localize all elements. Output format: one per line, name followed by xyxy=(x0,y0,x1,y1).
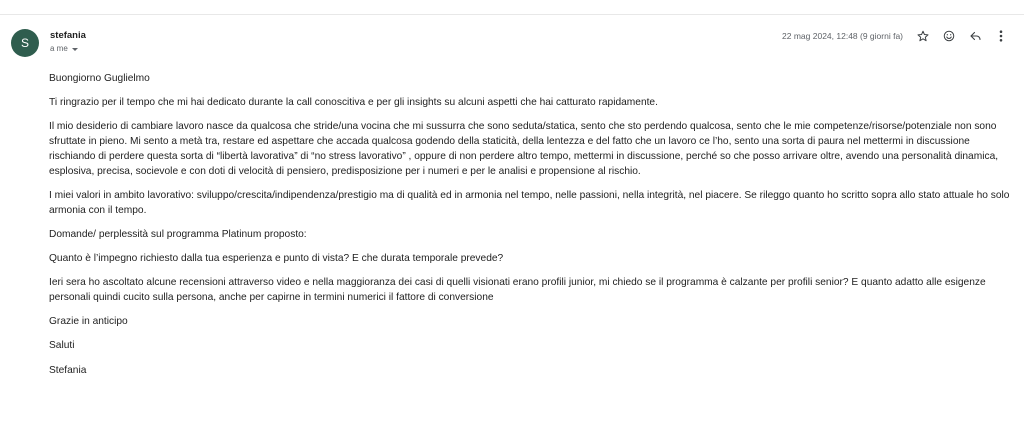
reply-button[interactable] xyxy=(964,27,986,45)
paragraph-values: I miei valori in ambito lavorativo: sviluppo/crescita/indipendenza/prestigio ma di qualità ed in armonia nel tempo, nelle passioni, nella integrità, nel piacere. Se rileggo quanto ho scritto sopra allo stato attuale ho solo armonia con il tempo. xyxy=(49,189,1010,216)
paragraph-thanks: Ti ringrazio per il tempo che mi hai dedicato durante la call conoscitiva e per gli insights su alcuni aspetti che hai catturato rapidamente. xyxy=(49,97,658,109)
closing-regards: Saluti xyxy=(49,340,75,352)
paragraph-questions-heading: Domande/ perplessità sul programma Platinum proposto: xyxy=(49,228,307,240)
signature: Stefania xyxy=(49,364,87,376)
closing-thanks: Grazie in anticipo xyxy=(49,316,128,328)
sender-name[interactable]: stefania xyxy=(50,30,86,41)
add-reaction-button[interactable] xyxy=(938,27,960,45)
message-actions xyxy=(912,27,1012,45)
paragraph-motivation: Il mio desiderio di cambiare lavoro nasce da qualcosa che stride/una vocina che mi sussurra che sono seduta/statica, sento che sto perdendo qualcosa, sento che le mie competenze/risorse/potenziale non sono sfruttate in pieno. Mi sento a metà tra, restare ed aspettare che accada qualcosa godendo della staticità, della lentezza e del fatto che un lavoro ce l’ho, sento una sorta di paura nel mettermi in discussione rischiando di perdere questa sorta di “libertà lavorativa” di “no stress lavorativo” , oppure di non perdere altro tempo, mettermi in discussione, perché so che posso arrivare oltre, avendo una personalità dinamica, esplosiva, precisa, socievole e con doti di velocità di pensiero, predisposizione per i numeri e per le analisi e propensione al rischio. xyxy=(49,121,999,177)
paragraph-question-commitment: Quanto è l’impegno richiesto dalla tua esperienza e punto di vista? E che durata temporale prevede? xyxy=(49,253,504,265)
star-icon xyxy=(917,30,929,42)
paragraph-question-reviews: Ieri sera ho ascoltato alcune recensioni attraverso video e nella maggioranza dei casi di quelli visionati erano profili junior, mi chiedo se il programma è calzante per profili senior? E quanto adatto alle esigenze personali quindi cucito sulla persona, anche per capirne in termini numerici il fattore di conversione xyxy=(49,277,986,304)
message-date: 22 mag 2024, 12:48 (9 giorni fa) xyxy=(782,31,903,41)
recipient-label: a me xyxy=(50,44,68,53)
message-body xyxy=(49,72,1014,388)
emoji-icon xyxy=(943,30,955,42)
greeting: Buongiorno Guglielmo xyxy=(49,73,150,84)
recipient-details-toggle[interactable] xyxy=(50,44,78,53)
star-button[interactable] xyxy=(912,27,934,45)
more-options-button[interactable] xyxy=(990,27,1012,45)
reply-icon xyxy=(969,30,982,42)
more-vertical-icon xyxy=(999,30,1003,42)
top-divider xyxy=(0,14,1024,15)
avatar[interactable]: S xyxy=(11,29,39,57)
chevron-down-icon xyxy=(72,48,78,51)
